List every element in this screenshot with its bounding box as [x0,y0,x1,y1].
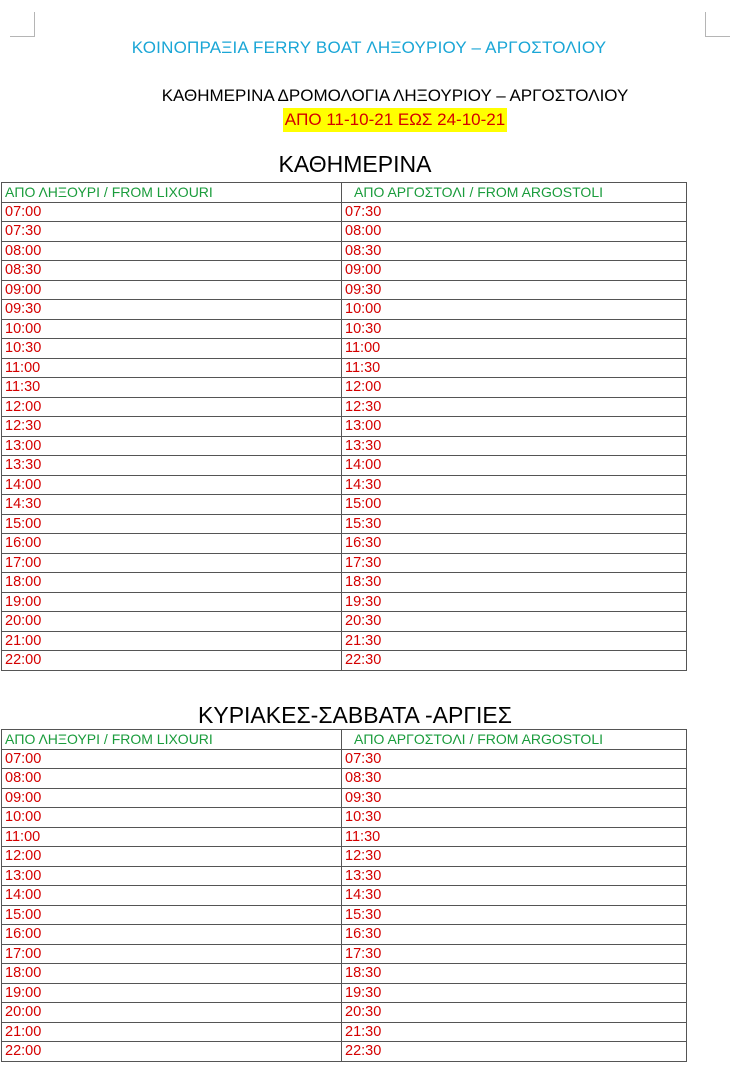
table-row [2,300,687,320]
departure-argostoli-time: 22:30 [342,651,687,671]
departure-argostoli-time: 07:30 [342,202,687,222]
departure-argostoli-time: 13:30 [342,866,687,886]
table-row [2,222,687,242]
departure-lixouri-time: 10:30 [2,339,342,359]
departure-argostoli-time: 20:30 [342,612,687,632]
departure-argostoli-time: 19:30 [342,592,687,612]
departure-lixouri-time: 20:00 [2,612,342,632]
table-row [2,631,687,651]
schedule-subtitle: ΚΑΘΗΜΕΡΙΝΑ ΔΡΟΜΟΛΟΓΙΑ ΛΗΞΟΥΡΙΟΥ – ΑΡΓΟΣΤΟΛΙΟΥ [161,86,629,105]
column-header-from-argostoli: ΑΠΟ ΑΡΓΟΣΤΟΛΙ / FROM ARGOSTOLI [342,183,687,203]
table-row [2,827,687,847]
departure-lixouri-time: 19:00 [2,983,342,1003]
departure-lixouri-time: 16:00 [2,534,342,554]
departure-lixouri-time: 16:00 [2,925,342,945]
table-row [2,456,687,476]
departure-lixouri-time: 12:30 [2,417,342,437]
departure-argostoli-time: 08:30 [342,241,687,261]
table-row [2,788,687,808]
departure-argostoli-time: 21:30 [342,1022,687,1042]
departure-argostoli-time: 16:30 [342,534,687,554]
table-row [2,944,687,964]
departure-lixouri-time: 18:00 [2,573,342,593]
departure-lixouri-time: 17:00 [2,553,342,573]
departure-argostoli-time: 14:30 [342,886,687,906]
table-row [2,925,687,945]
departure-argostoli-time: 18:30 [342,964,687,984]
departure-argostoli-time: 10:30 [342,808,687,828]
departure-lixouri-time: 08:00 [2,769,342,789]
table-row [2,280,687,300]
departure-argostoli-time: 21:30 [342,631,687,651]
departure-lixouri-time: 20:00 [2,1003,342,1023]
departure-argostoli-time: 14:00 [342,456,687,476]
departure-lixouri-time: 10:00 [2,319,342,339]
table-row [2,553,687,573]
departure-argostoli-time: 17:30 [342,944,687,964]
departure-argostoli-time: 07:30 [342,749,687,769]
departure-argostoli-time: 13:00 [342,417,687,437]
table-row [2,964,687,984]
departure-lixouri-time: 11:30 [2,378,342,398]
table-row [2,1003,687,1023]
departure-argostoli-time: 09:30 [342,280,687,300]
page-corner-mark-left [10,12,35,37]
departure-lixouri-time: 09:30 [2,300,342,320]
departure-argostoli-time: 11:30 [342,358,687,378]
departure-argostoli-time: 18:30 [342,573,687,593]
departure-argostoli-time: 08:30 [342,769,687,789]
table-row [2,866,687,886]
table-row [2,319,687,339]
departure-argostoli-time: 09:30 [342,788,687,808]
table-row [2,808,687,828]
departure-argostoli-time: 22:30 [342,1042,687,1062]
weekend-section-title: ΚΥΡΙΑΚΕΣ-ΣΑΒΒΑΤΑ -ΑΡΓΙΕΣ [198,702,512,728]
departure-lixouri-time: 08:00 [2,241,342,261]
departure-argostoli-time: 16:30 [342,925,687,945]
departure-lixouri-time: 11:00 [2,827,342,847]
departure-lixouri-time: 18:00 [2,964,342,984]
departure-argostoli-time: 19:30 [342,983,687,1003]
weekend-header-row [2,730,687,750]
departure-lixouri-time: 21:00 [2,1022,342,1042]
date-range: ΑΠΟ 11-10-21 ΕΩΣ 24-10-21 [283,108,507,132]
departure-lixouri-time: 12:00 [2,847,342,867]
departure-argostoli-time: 15:30 [342,514,687,534]
weekend-schedule-table [1,729,687,1062]
departure-lixouri-time: 14:00 [2,886,342,906]
table-row [2,358,687,378]
table-row [2,847,687,867]
departure-argostoli-time: 15:30 [342,905,687,925]
table-row [2,378,687,398]
departure-lixouri-time: 15:00 [2,905,342,925]
table-row [2,202,687,222]
departure-argostoli-time: 10:00 [342,300,687,320]
departure-lixouri-time: 11:00 [2,358,342,378]
table-row [2,983,687,1003]
departure-argostoli-time: 12:00 [342,378,687,398]
table-row [2,651,687,671]
departure-argostoli-time: 13:30 [342,436,687,456]
departure-lixouri-time: 21:00 [2,631,342,651]
departure-lixouri-time: 13:30 [2,456,342,476]
departure-lixouri-time: 10:00 [2,808,342,828]
table-row [2,241,687,261]
date-range-wrapper [70,108,720,132]
departure-lixouri-time: 14:30 [2,495,342,515]
departure-argostoli-time: 11:00 [342,339,687,359]
table-row [2,573,687,593]
departure-argostoli-time: 09:00 [342,261,687,281]
departure-lixouri-time: 14:00 [2,475,342,495]
table-row [2,514,687,534]
departure-lixouri-time: 22:00 [2,651,342,671]
departure-lixouri-time: 22:00 [2,1042,342,1062]
departure-argostoli-time: 10:30 [342,319,687,339]
departure-argostoli-time: 08:00 [342,222,687,242]
daily-section-title: ΚΑΘΗΜΕΡΙΝΑ [278,151,432,177]
daily-schedule-table [1,182,687,671]
departure-lixouri-time: 09:00 [2,788,342,808]
departure-lixouri-time: 07:00 [2,749,342,769]
table-row [2,1042,687,1062]
departure-lixouri-time: 19:00 [2,592,342,612]
departure-argostoli-time: 20:30 [342,1003,687,1023]
column-header-from-lixouri: ΑΠΟ ΛΗΞΟΥΡΙ / FROM LIXOURI [2,183,342,203]
company-title: ΚΟΙΝΟΠΡΑΞΙΑ FERRY BOAT ΛΗΞΟΥΡΙΟΥ – ΑΡΓΟΣΤΟΛΙΟΥ [131,38,607,57]
daily-header-row [2,183,687,203]
departure-argostoli-time: 12:30 [342,847,687,867]
departure-argostoli-time: 14:30 [342,475,687,495]
departure-lixouri-time: 09:00 [2,280,342,300]
departure-lixouri-time: 08:30 [2,261,342,281]
table-row [2,905,687,925]
table-row [2,397,687,417]
table-row [2,475,687,495]
table-row [2,886,687,906]
table-row [2,261,687,281]
departure-lixouri-time: 13:00 [2,866,342,886]
departure-argostoli-time: 12:30 [342,397,687,417]
table-row [2,534,687,554]
departure-argostoli-time: 15:00 [342,495,687,515]
page-corner-mark-right [705,12,730,37]
departure-lixouri-time: 12:00 [2,397,342,417]
column-header-from-argostoli: ΑΠΟ ΑΡΓΟΣΤΟΛΙ / FROM ARGOSTOLI [342,730,687,750]
table-row [2,495,687,515]
departure-lixouri-time: 17:00 [2,944,342,964]
departure-lixouri-time: 15:00 [2,514,342,534]
table-row [2,769,687,789]
table-row [2,612,687,632]
departure-lixouri-time: 07:30 [2,222,342,242]
departure-lixouri-time: 13:00 [2,436,342,456]
table-row [2,749,687,769]
departure-argostoli-time: 17:30 [342,553,687,573]
column-header-from-lixouri: ΑΠΟ ΛΗΞΟΥΡΙ / FROM LIXOURI [2,730,342,750]
table-row [2,436,687,456]
table-row [2,339,687,359]
table-row [2,417,687,437]
table-row [2,592,687,612]
table-row [2,1022,687,1042]
departure-lixouri-time: 07:00 [2,202,342,222]
departure-argostoli-time: 11:30 [342,827,687,847]
